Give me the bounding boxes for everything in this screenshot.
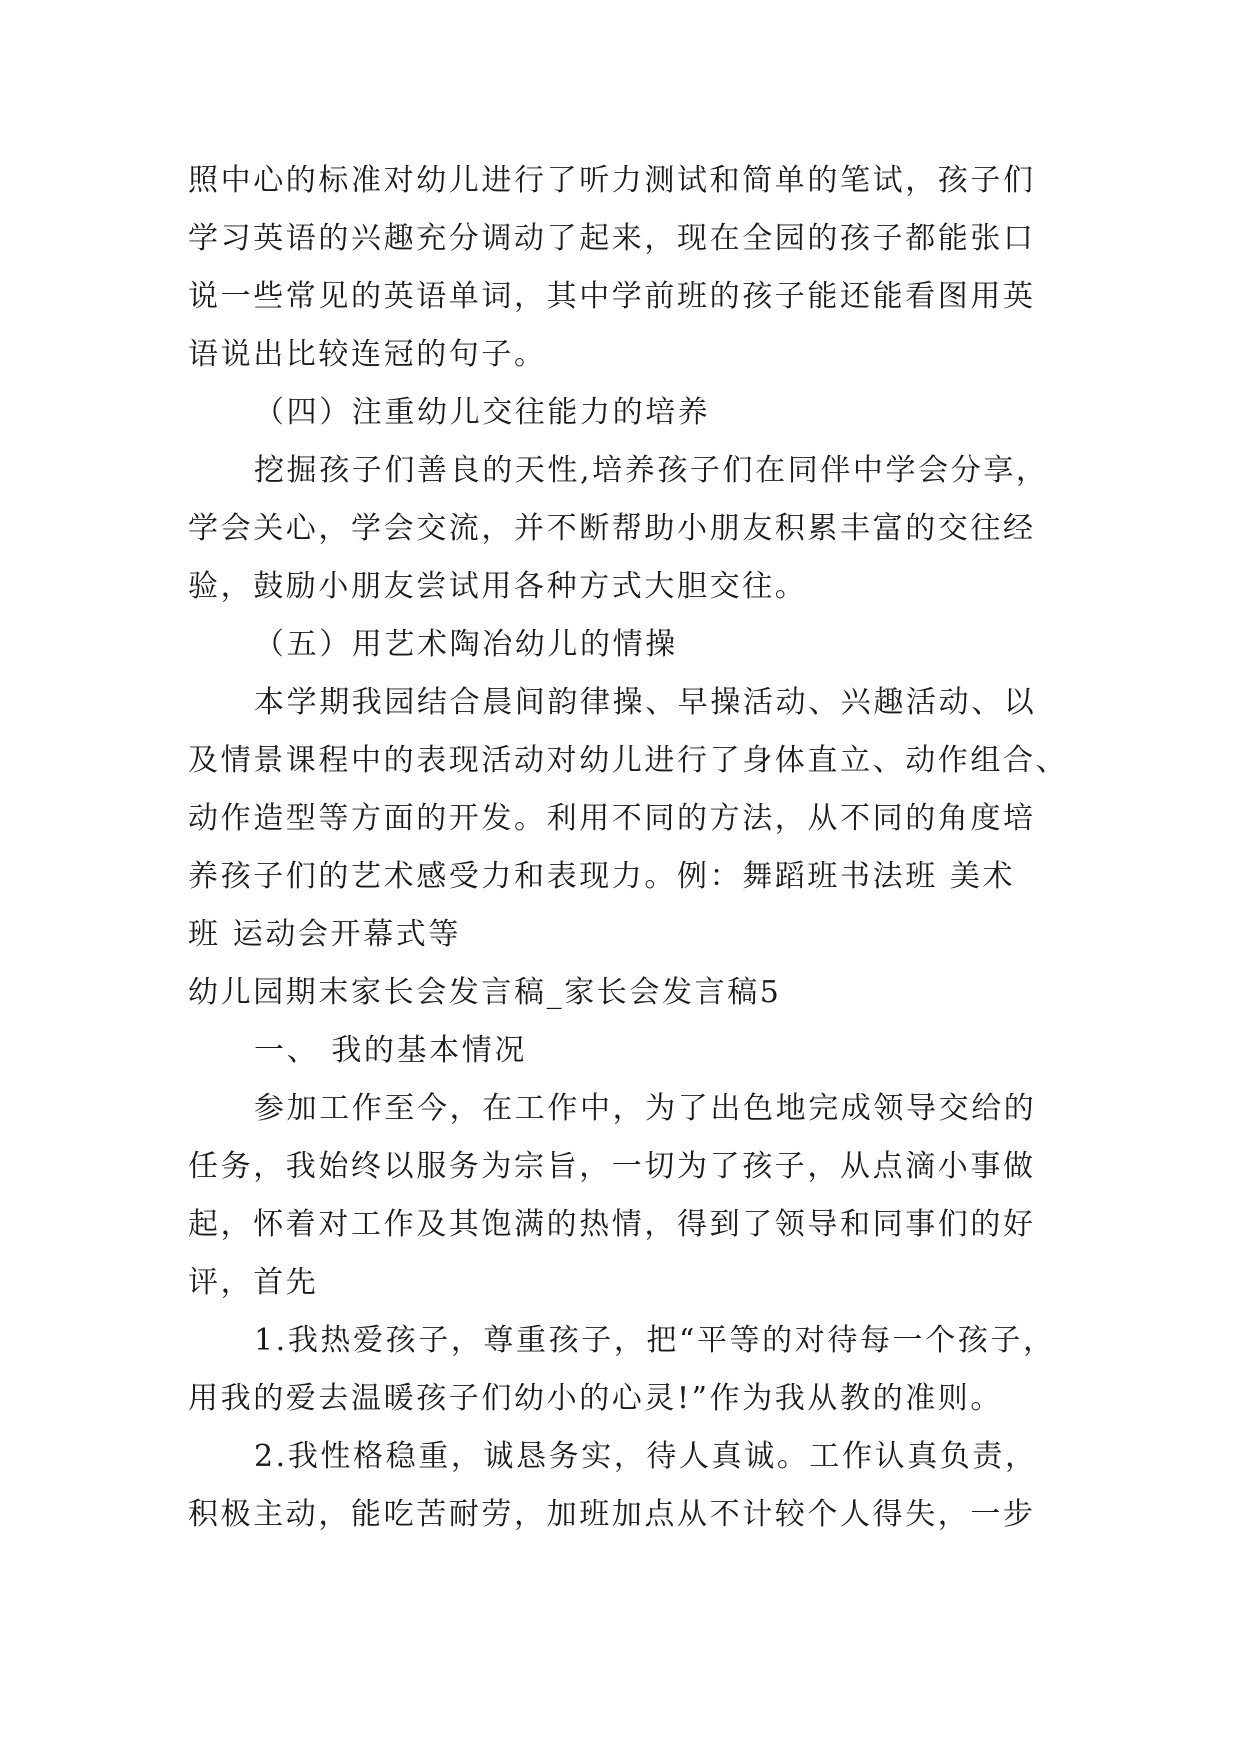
text-line: 养孩子们的艺术感受力和表现力。例：舞蹈班书法班 美术: [188, 859, 1016, 894]
document-title: 幼儿园期末家长会发言稿_家长会发言稿5: [188, 975, 782, 1010]
text-line: 参加工作至今，在工作中，为了出色地完成领导交给的: [254, 1091, 1037, 1126]
text-line: 本学期我园结合晨间韵律操、早操活动、兴趣活动、以: [254, 685, 1037, 720]
text-line: 及情景课程中的表现活动对幼儿进行了身体直立、动作组合、: [188, 743, 1069, 778]
text-line: 起，怀着对工作及其饱满的热情，得到了领导和同事们的好: [188, 1207, 1036, 1242]
section-heading: （五）用艺术陶冶幼儿的情操: [254, 627, 678, 662]
text-line: 挖掘孩子们善良的天性,培养孩子们在同伴中学会分享，: [254, 453, 1049, 488]
text-line: 2.我性格稳重，诚恳务实，待人真诚。工作认真负责，: [254, 1439, 1038, 1474]
text-line: 评，首先: [188, 1265, 319, 1300]
text-line: 学会关心，学会交流，并不断帮助小朋友积累丰富的交往经: [188, 511, 1036, 546]
text-line: 班 运动会开幕式等: [188, 917, 461, 952]
text-line: 学习英语的兴趣充分调动了起来，现在全园的孩子都能张口: [188, 221, 1036, 256]
text-line: 积极主动，能吃苦耐劳，加班加点从不计较个人得失，一步: [188, 1497, 1036, 1532]
text-line: 动作造型等方面的开发。利用不同的方法，从不同的角度培: [188, 801, 1036, 836]
text-line: 语说出比较连冠的句子。: [188, 337, 547, 372]
text-line: 照中心的标准对幼儿进行了听力测试和简单的笔试，孩子们: [188, 163, 1036, 198]
text-line: 说一些常见的英语单词，其中学前班的孩子能还能看图用英: [188, 279, 1036, 314]
section-heading: 一、 我的基本情况: [254, 1033, 527, 1068]
text-line: 1.我热爱孩子，尊重孩子，把“平等的对待每一个孩子，: [254, 1323, 1056, 1358]
text-line: 用我的爱去温暖孩子们幼小的心灵!”作为我从教的准则。: [188, 1381, 1003, 1416]
text-line: 任务，我始终以服务为宗旨，一切为了孩子，从点滴小事做: [188, 1149, 1036, 1184]
section-heading: （四）注重幼儿交往能力的培养: [254, 395, 711, 430]
text-line: 验，鼓励小朋友尝试用各种方式大胆交往。: [188, 569, 808, 604]
